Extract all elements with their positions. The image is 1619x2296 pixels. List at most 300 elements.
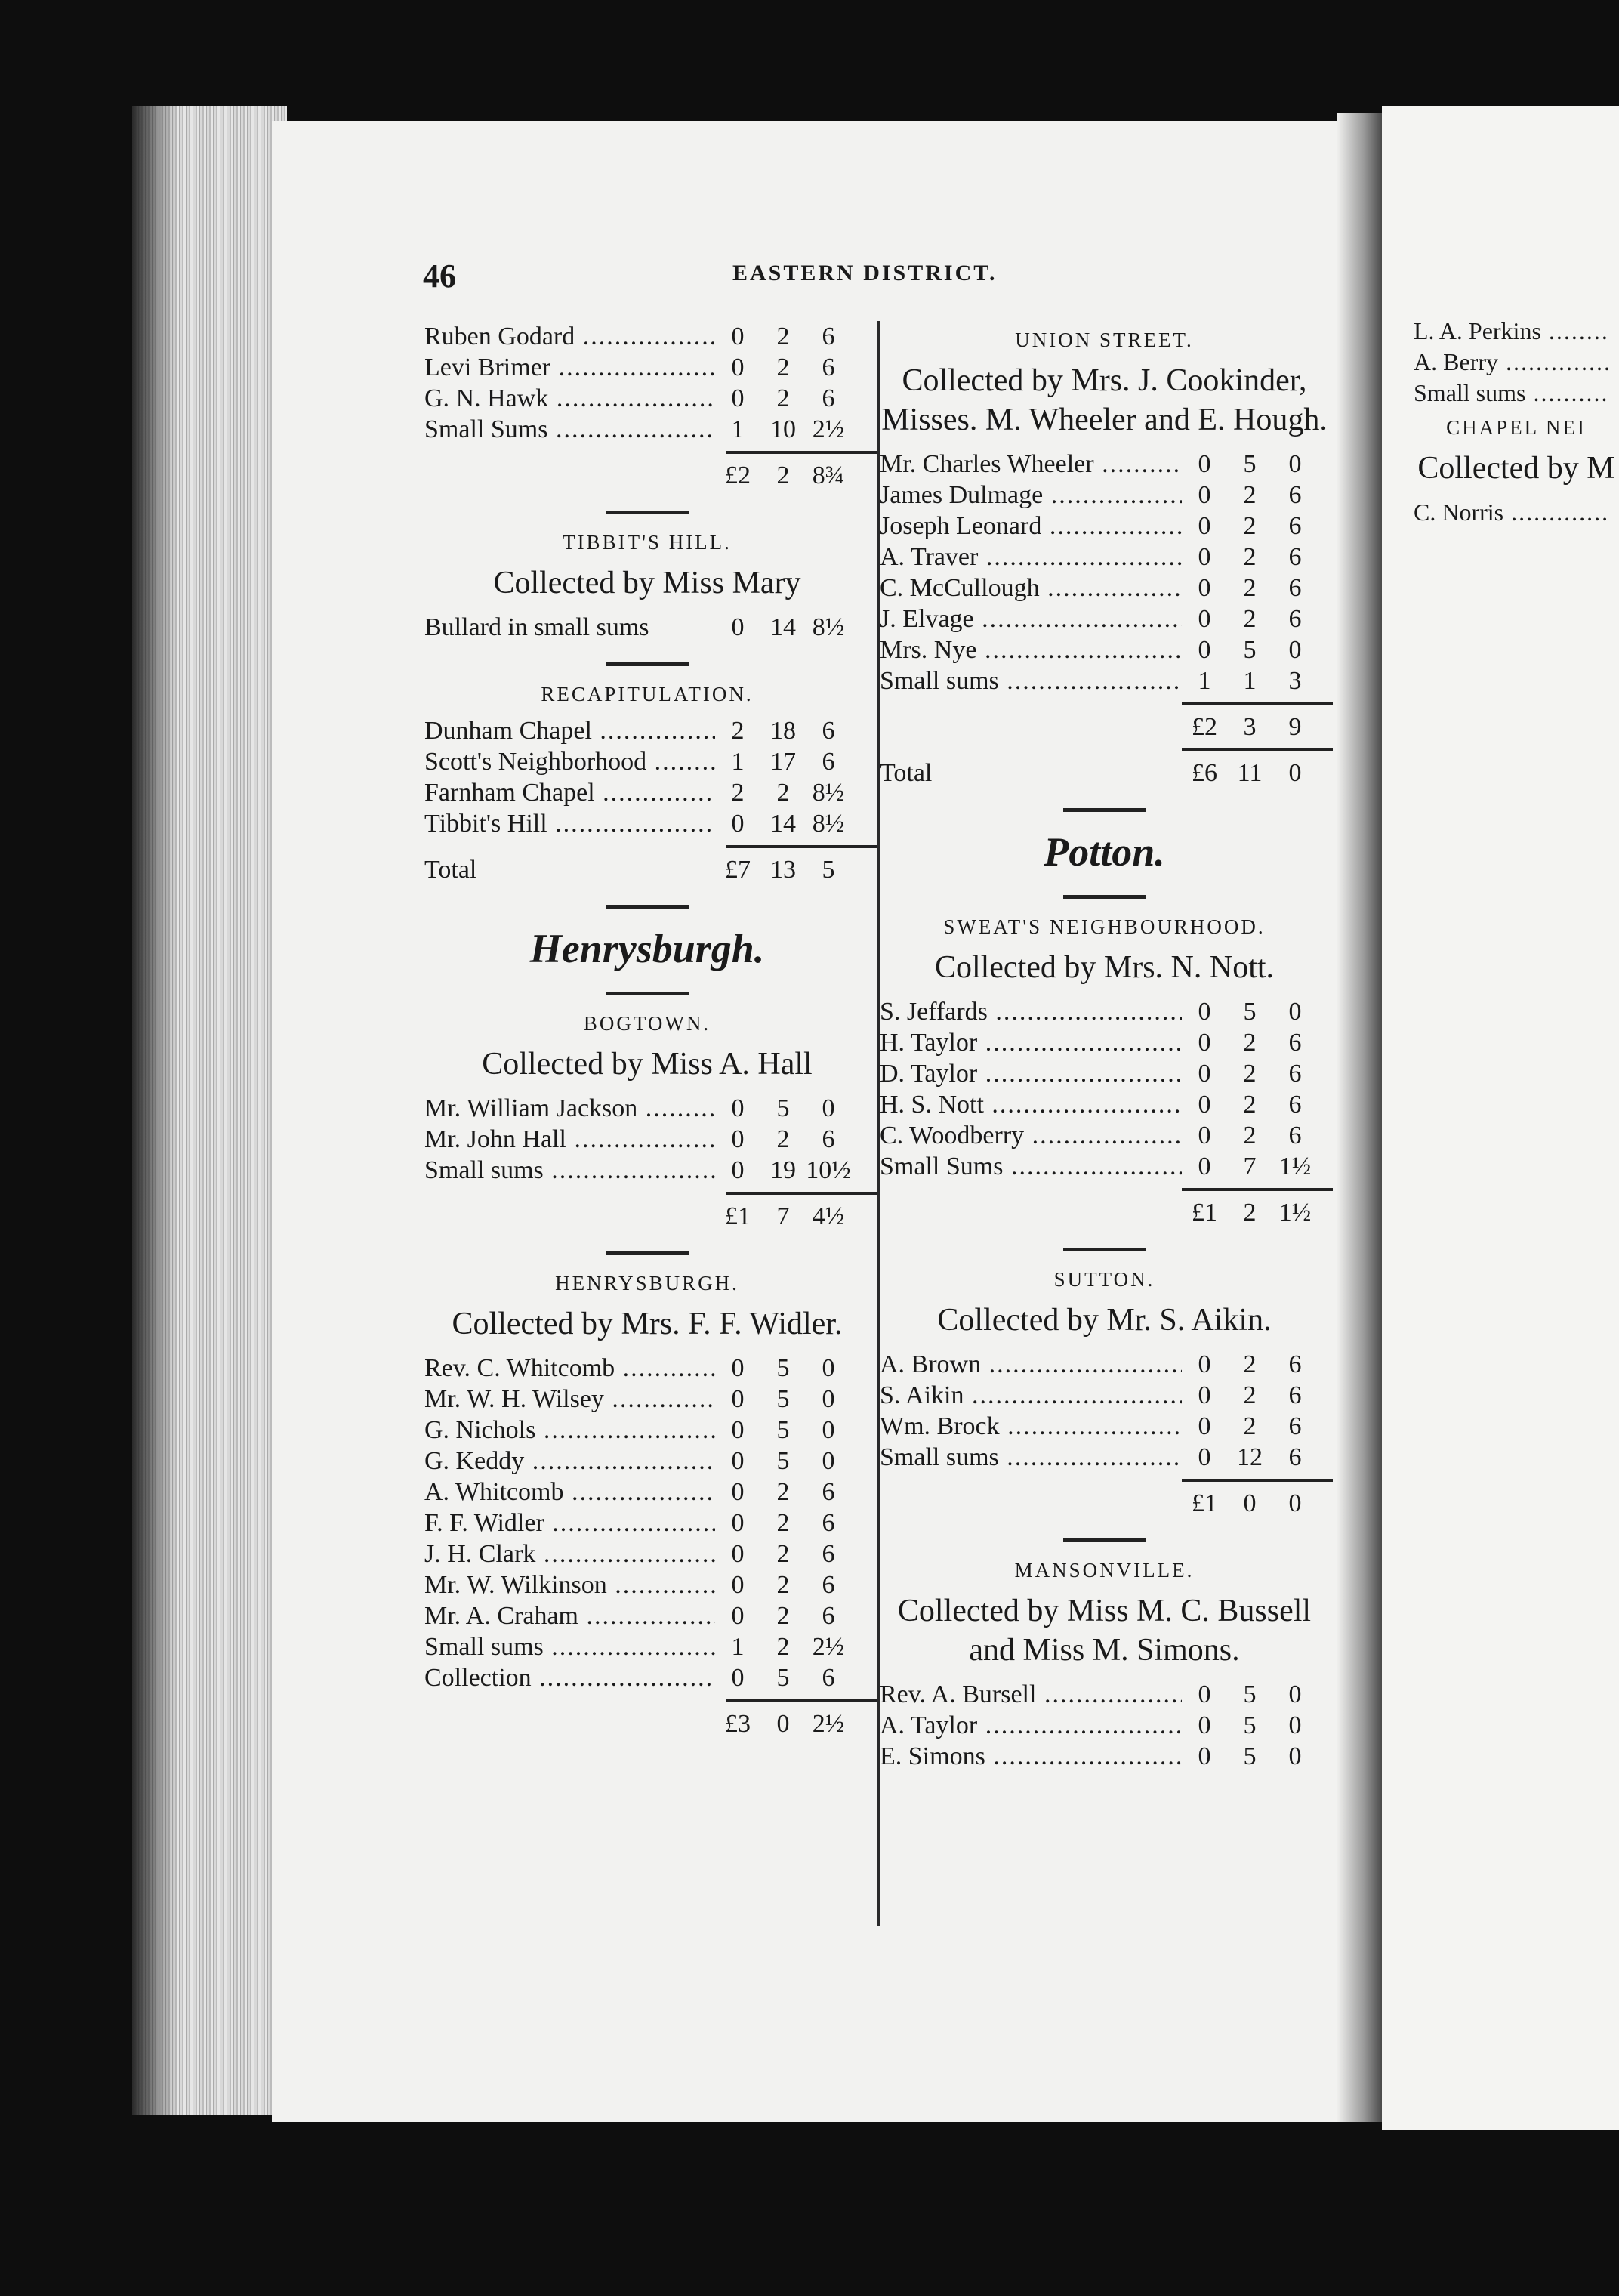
shillings-value: 18 bbox=[770, 717, 796, 745]
sum-rule bbox=[1182, 1479, 1333, 1482]
entry-name: Mr. W. H. Wilsey ..... bbox=[424, 1384, 715, 1415]
pence-value: 6 bbox=[822, 717, 835, 745]
pounds-value: 0 bbox=[1198, 512, 1211, 540]
entry-row bbox=[1414, 378, 1619, 409]
shillings-value: 2 bbox=[776, 779, 790, 807]
entry-row bbox=[424, 1538, 870, 1569]
pence-value: 6 bbox=[822, 1125, 835, 1153]
sum-rule bbox=[726, 1192, 877, 1195]
shillings-value: 5 bbox=[1243, 450, 1257, 478]
pounds-value: £1 bbox=[1192, 1199, 1217, 1227]
entry-name: Total bbox=[424, 856, 477, 884]
entry-name: Joseph Leonard ..... bbox=[880, 511, 1182, 542]
entry-name: Total bbox=[880, 759, 933, 787]
entry-row bbox=[880, 1151, 1329, 1182]
shillings-value: 1 bbox=[1243, 667, 1257, 695]
section-heading: BOGTOWN. bbox=[583, 1012, 711, 1035]
entry-name: Rev. C. Whitcomb ..... bbox=[424, 1353, 715, 1384]
section-divider bbox=[606, 905, 689, 909]
pence-value: 0 bbox=[1288, 1711, 1302, 1739]
shillings-value: 2 bbox=[1243, 574, 1257, 602]
entry-name: Mr. Charles Wheeler ..... bbox=[880, 449, 1182, 480]
pounds-value: £1 bbox=[725, 1202, 751, 1230]
entry-name: Tibbit's Hill ..... bbox=[424, 808, 715, 839]
entry-row bbox=[424, 352, 870, 383]
pence-value: 6 bbox=[822, 1478, 835, 1506]
section-divider bbox=[1063, 895, 1146, 899]
edge-shadow bbox=[132, 106, 177, 2115]
entry-row bbox=[424, 414, 870, 445]
entry-name: Mr. A. Craham ..... bbox=[424, 1600, 715, 1631]
shillings-value: 2 bbox=[1243, 1029, 1257, 1057]
shillings-value: 2 bbox=[776, 1602, 790, 1630]
shillings-value: 2 bbox=[776, 461, 790, 489]
collector-line: Collected by Mr. S. Aikin. bbox=[937, 1303, 1272, 1338]
collector-line: Collected by Miss A. Hall bbox=[482, 1047, 813, 1082]
pence-value: 6 bbox=[1288, 543, 1302, 571]
total-row bbox=[880, 711, 1329, 742]
entry-row bbox=[880, 1027, 1329, 1058]
page-number: 46 bbox=[423, 258, 456, 295]
pounds-value: 0 bbox=[1198, 605, 1211, 633]
entry-name: A. Berry ..... bbox=[1414, 347, 1610, 378]
pence-value: 0 bbox=[1288, 998, 1302, 1026]
section-heading: MANSONVILLE. bbox=[1014, 1559, 1195, 1582]
shillings-value: 2 bbox=[776, 1633, 790, 1661]
shillings-value: 2 bbox=[1243, 481, 1257, 509]
shillings-value: 10 bbox=[770, 415, 796, 443]
pounds-value: 0 bbox=[731, 1571, 745, 1599]
section-divider bbox=[1063, 1248, 1146, 1251]
entry-row bbox=[880, 996, 1329, 1027]
entry-name: Ruben Godard ..... bbox=[424, 321, 715, 352]
section-divider bbox=[606, 1251, 689, 1255]
entry-row bbox=[1414, 347, 1619, 378]
entry-row bbox=[424, 1508, 870, 1538]
shillings-value: 17 bbox=[770, 748, 796, 776]
pence-value: 2½ bbox=[812, 415, 845, 443]
entry-name: Collection ..... bbox=[424, 1662, 715, 1693]
entry-name: A. Taylor ..... bbox=[880, 1710, 1182, 1741]
pounds-value: £7 bbox=[725, 856, 751, 884]
pounds-value: 0 bbox=[1198, 1742, 1211, 1770]
entry-row bbox=[424, 1662, 870, 1693]
pence-value: 6 bbox=[1288, 1443, 1302, 1471]
total-row bbox=[424, 854, 870, 885]
shillings-value: 5 bbox=[776, 1094, 790, 1122]
pence-value: 0 bbox=[822, 1447, 835, 1475]
entry-name: H. S. Nott ..... bbox=[880, 1089, 1182, 1120]
shillings-value: 12 bbox=[1237, 1443, 1263, 1471]
shillings-value: 5 bbox=[1243, 1742, 1257, 1770]
entry-name: C. Norris ..... bbox=[1414, 497, 1610, 528]
section-divider bbox=[606, 662, 689, 666]
entry-name: Rev. A. Bursell ..... bbox=[880, 1679, 1182, 1710]
entry-row bbox=[424, 1124, 870, 1155]
collector-line: Collected by Miss M. C. Bussell and Miss M. Simons. bbox=[897, 1594, 1312, 1668]
shillings-value: 7 bbox=[1243, 1153, 1257, 1180]
entry-row bbox=[424, 321, 870, 352]
entry-row bbox=[880, 1411, 1329, 1442]
pence-value: 6 bbox=[822, 1540, 835, 1568]
pounds-value: 0 bbox=[731, 1125, 745, 1153]
collector-line: Collected by Mrs. J. Cookinder, Misses. M. Wheeler and E. Hough. bbox=[881, 363, 1328, 437]
pounds-value: 1 bbox=[731, 748, 745, 776]
total-row bbox=[880, 1488, 1329, 1519]
pence-value: 1½ bbox=[1278, 1153, 1312, 1180]
shillings-value: 2 bbox=[776, 384, 790, 412]
section-heading: HENRYSBURGH. bbox=[555, 1272, 739, 1295]
pounds-value: 0 bbox=[731, 1385, 745, 1413]
entry-row bbox=[880, 572, 1329, 603]
pence-value: 6 bbox=[1288, 512, 1302, 540]
entry-row bbox=[880, 1058, 1329, 1089]
pounds-value: 0 bbox=[731, 322, 745, 350]
pence-value: 6 bbox=[1288, 1029, 1302, 1057]
pence-value: 5 bbox=[822, 856, 835, 884]
pounds-value: 0 bbox=[731, 810, 745, 838]
entry-row bbox=[424, 1155, 870, 1186]
entry-name: D. Taylor ..... bbox=[880, 1058, 1182, 1089]
pence-value: 0 bbox=[1288, 759, 1302, 787]
pence-value: 0 bbox=[1288, 1489, 1302, 1517]
pence-value: 2½ bbox=[812, 1633, 845, 1661]
pounds-value: 0 bbox=[1198, 543, 1211, 571]
pence-value: 6 bbox=[822, 1571, 835, 1599]
pence-value: 6 bbox=[822, 1509, 835, 1537]
entry-row bbox=[880, 480, 1329, 511]
sum-rule bbox=[1182, 748, 1333, 751]
pounds-value: 0 bbox=[1198, 1412, 1211, 1440]
pounds-value: 0 bbox=[731, 1509, 745, 1537]
pence-value: 6 bbox=[1288, 605, 1302, 633]
pounds-value: 0 bbox=[731, 1602, 745, 1630]
pounds-value: 0 bbox=[1198, 1091, 1211, 1119]
entry-row bbox=[880, 1741, 1329, 1772]
entry-name: S. Jeffards ..... bbox=[880, 996, 1182, 1027]
entry-name: F. F. Widler ..... bbox=[424, 1508, 715, 1538]
shillings-value: 5 bbox=[776, 1447, 790, 1475]
total-row bbox=[424, 460, 870, 491]
sum-rule bbox=[1182, 702, 1333, 705]
shillings-value: 5 bbox=[1243, 636, 1257, 664]
pounds-value: 0 bbox=[1198, 1122, 1211, 1150]
pounds-value: 0 bbox=[731, 1094, 745, 1122]
entry-row bbox=[880, 511, 1329, 542]
pounds-value: 0 bbox=[1198, 1350, 1211, 1378]
pounds-value: 0 bbox=[731, 1478, 745, 1506]
entry-row bbox=[424, 1415, 870, 1446]
pence-value: 1½ bbox=[1278, 1199, 1312, 1227]
shillings-value: 14 bbox=[770, 613, 796, 641]
pence-value: 9 bbox=[1288, 713, 1302, 741]
pence-value: 6 bbox=[1288, 481, 1302, 509]
pence-value: 0 bbox=[822, 1416, 835, 1444]
pounds-value: 0 bbox=[731, 1540, 745, 1568]
entry-row bbox=[880, 542, 1329, 572]
entry-name: Mr. William Jackson ..... bbox=[424, 1093, 715, 1124]
entry-name: Bullard in small sums bbox=[424, 613, 649, 641]
shillings-value: 0 bbox=[776, 1710, 790, 1738]
entry-name: S. Aikin ..... bbox=[880, 1380, 1182, 1411]
pence-value: 6 bbox=[822, 384, 835, 412]
shillings-value: 2 bbox=[1243, 543, 1257, 571]
shillings-value: 2 bbox=[776, 1509, 790, 1537]
entry-row bbox=[424, 612, 870, 643]
left-column bbox=[424, 321, 870, 1739]
shillings-value: 14 bbox=[770, 810, 796, 838]
entry-name: Wm. Brock ..... bbox=[880, 1411, 1182, 1442]
entry-row bbox=[424, 715, 870, 746]
pounds-value: 0 bbox=[1198, 998, 1211, 1026]
pounds-value: 0 bbox=[731, 1664, 745, 1692]
entry-row bbox=[880, 1380, 1329, 1411]
pence-value: 6 bbox=[1288, 1412, 1302, 1440]
pounds-value: 1 bbox=[731, 415, 745, 443]
shillings-value: 2 bbox=[776, 1540, 790, 1568]
section-divider bbox=[1063, 808, 1146, 812]
place-heading: Potton. bbox=[1044, 829, 1165, 875]
pounds-value: 0 bbox=[731, 1156, 745, 1184]
shillings-value: 5 bbox=[776, 1385, 790, 1413]
pence-value: 8½ bbox=[812, 810, 845, 838]
entry-name: Dunham Chapel ..... bbox=[424, 715, 715, 746]
shillings-value: 2 bbox=[1243, 1350, 1257, 1378]
book-gutter bbox=[1337, 113, 1382, 2122]
shillings-value: 2 bbox=[1243, 1091, 1257, 1119]
pounds-value: £2 bbox=[725, 461, 751, 489]
pounds-value: 0 bbox=[1198, 1381, 1211, 1409]
entry-name: James Dulmage ..... bbox=[880, 480, 1182, 511]
shillings-value: 2 bbox=[776, 322, 790, 350]
section-heading: TIBBIT'S HILL. bbox=[563, 531, 732, 554]
collector-line: Collected by Mrs. F. F. Widler. bbox=[452, 1307, 843, 1341]
section-heading: SWEAT'S NEIGHBOURHOOD. bbox=[943, 915, 1266, 938]
shillings-value: 5 bbox=[1243, 1711, 1257, 1739]
entry-name: Small sums ..... bbox=[880, 1442, 1182, 1473]
total-row bbox=[424, 1201, 870, 1232]
shillings-value: 2 bbox=[1243, 1122, 1257, 1150]
entry-name: J. H. Clark ..... bbox=[424, 1538, 715, 1569]
section-divider bbox=[606, 992, 689, 995]
pounds-value: 0 bbox=[1198, 1443, 1211, 1471]
section-heading: CHAPEL NEI bbox=[1446, 416, 1587, 439]
pounds-value: 2 bbox=[731, 717, 745, 745]
entry-row bbox=[424, 1569, 870, 1600]
pounds-value: £6 bbox=[1192, 759, 1217, 787]
total-row bbox=[424, 1708, 870, 1739]
pounds-value: 0 bbox=[1198, 574, 1211, 602]
entry-row bbox=[880, 665, 1329, 696]
pounds-value: 0 bbox=[1198, 1680, 1211, 1708]
pence-value: 6 bbox=[822, 353, 835, 381]
entry-row bbox=[880, 1710, 1329, 1741]
shillings-value: 19 bbox=[770, 1156, 796, 1184]
entry-name: E. Simons ..... bbox=[880, 1741, 1182, 1772]
entry-name: C. McCullough ..... bbox=[880, 572, 1182, 603]
pounds-value: 2 bbox=[731, 779, 745, 807]
entry-name: J. Elvage ..... bbox=[880, 603, 1182, 634]
collector-line: Collected by Mrs. N. Nott. bbox=[934, 950, 1275, 985]
pence-value: 10½ bbox=[806, 1156, 851, 1184]
pence-value: 6 bbox=[1288, 1060, 1302, 1088]
entry-name: Mr. W. Wilkinson ..... bbox=[424, 1569, 715, 1600]
shillings-value: 5 bbox=[776, 1416, 790, 1444]
section-heading: RECAPITULATION. bbox=[541, 683, 754, 705]
pounds-value: 0 bbox=[1198, 1153, 1211, 1180]
shillings-value: 5 bbox=[1243, 1680, 1257, 1708]
pence-value: 6 bbox=[1288, 1350, 1302, 1378]
section-heading: SUTTON. bbox=[1053, 1268, 1155, 1291]
shillings-value: 2 bbox=[1243, 1412, 1257, 1440]
entry-row bbox=[424, 1477, 870, 1508]
entry-row bbox=[880, 1679, 1329, 1710]
next-page-column bbox=[1414, 316, 1619, 528]
section-divider bbox=[1063, 1538, 1146, 1542]
shillings-value: 5 bbox=[1243, 998, 1257, 1026]
shillings-value: 5 bbox=[776, 1664, 790, 1692]
entry-name: Levi Brimer ..... bbox=[424, 352, 715, 383]
sum-rule bbox=[726, 845, 877, 848]
entry-row bbox=[424, 1384, 870, 1415]
pounds-value: 0 bbox=[1198, 636, 1211, 664]
entry-name: A. Brown ..... bbox=[880, 1349, 1182, 1380]
pounds-value: £1 bbox=[1192, 1489, 1217, 1517]
pounds-value: 0 bbox=[1198, 1711, 1211, 1739]
pence-value: 0 bbox=[822, 1354, 835, 1382]
sum-rule bbox=[726, 1699, 877, 1702]
pence-value: 6 bbox=[822, 1602, 835, 1630]
entry-row bbox=[880, 1089, 1329, 1120]
sum-rule bbox=[1182, 1188, 1333, 1191]
entry-name: Small sums ..... bbox=[424, 1631, 715, 1662]
total-row bbox=[880, 1197, 1329, 1228]
pounds-value: 0 bbox=[731, 384, 745, 412]
entry-name: A. Traver ..... bbox=[880, 542, 1182, 572]
pence-value: 6 bbox=[1288, 574, 1302, 602]
entry-name: H. Taylor ..... bbox=[880, 1027, 1182, 1058]
entry-name: Mr. John Hall ..... bbox=[424, 1124, 715, 1155]
shillings-value: 2 bbox=[776, 1125, 790, 1153]
right-column bbox=[880, 321, 1329, 1772]
entry-row bbox=[880, 603, 1329, 634]
collector-line: Collected by Miss Mary bbox=[493, 566, 801, 600]
pounds-value: 1 bbox=[731, 1633, 745, 1661]
entry-row bbox=[424, 1353, 870, 1384]
entry-row bbox=[880, 1442, 1329, 1473]
entry-row bbox=[424, 1631, 870, 1662]
shillings-value: 2 bbox=[776, 1478, 790, 1506]
shillings-value: 2 bbox=[1243, 1381, 1257, 1409]
pence-value: 6 bbox=[1288, 1122, 1302, 1150]
entry-row bbox=[424, 1600, 870, 1631]
entry-row bbox=[880, 1120, 1329, 1151]
entry-name: L. A. Perkins ..... bbox=[1414, 316, 1610, 347]
entry-name: G. Nichols ..... bbox=[424, 1415, 715, 1446]
entry-row bbox=[424, 746, 870, 777]
entry-name: Farnham Chapel ..... bbox=[424, 777, 715, 808]
pounds-value: 0 bbox=[731, 1416, 745, 1444]
entry-row bbox=[880, 449, 1329, 480]
entry-name: Small sums ..... bbox=[424, 1155, 715, 1186]
entry-row bbox=[424, 1446, 870, 1477]
entry-name: Small sums ..... bbox=[880, 665, 1182, 696]
entry-row bbox=[424, 777, 870, 808]
pounds-value: £3 bbox=[725, 1710, 751, 1738]
entry-row bbox=[424, 808, 870, 839]
pounds-value: 0 bbox=[731, 1447, 745, 1475]
entry-row bbox=[880, 634, 1329, 665]
pence-value: 6 bbox=[822, 748, 835, 776]
pounds-value: 0 bbox=[1198, 481, 1211, 509]
shillings-value: 2 bbox=[776, 1571, 790, 1599]
pounds-value: 0 bbox=[731, 353, 745, 381]
pounds-value: £2 bbox=[1192, 713, 1217, 741]
entry-row bbox=[880, 1349, 1329, 1380]
entry-name: G. Keddy ..... bbox=[424, 1446, 715, 1477]
pounds-value: 0 bbox=[1198, 1060, 1211, 1088]
entry-name: G. N. Hawk ..... bbox=[424, 383, 715, 414]
pounds-value: 1 bbox=[1198, 667, 1211, 695]
shillings-value: 3 bbox=[1243, 713, 1257, 741]
pounds-value: 0 bbox=[731, 1354, 745, 1382]
pence-value: 6 bbox=[1288, 1381, 1302, 1409]
entry-name: Scott's Neighborhood ..... bbox=[424, 746, 715, 777]
shillings-value: 5 bbox=[776, 1354, 790, 1382]
shillings-value: 11 bbox=[1237, 759, 1263, 787]
pence-value: 0 bbox=[1288, 1680, 1302, 1708]
pounds-value: 0 bbox=[1198, 1029, 1211, 1057]
pounds-value: 0 bbox=[1198, 450, 1211, 478]
pence-value: 2½ bbox=[812, 1710, 845, 1738]
shillings-value: 2 bbox=[1243, 1199, 1257, 1227]
pence-value: 8½ bbox=[812, 613, 845, 641]
entry-row bbox=[1414, 316, 1619, 347]
shillings-value: 2 bbox=[1243, 1060, 1257, 1088]
entry-row bbox=[1414, 497, 1619, 528]
entry-name: A. Whitcomb ..... bbox=[424, 1477, 715, 1508]
entry-name: Small Sums ..... bbox=[880, 1151, 1182, 1182]
pounds-value: 0 bbox=[731, 613, 745, 641]
total-row bbox=[880, 758, 1329, 788]
shillings-value: 2 bbox=[1243, 512, 1257, 540]
pence-value: 0 bbox=[1288, 1742, 1302, 1770]
collector-line: Collected by M bbox=[1417, 451, 1615, 486]
entry-name: C. Woodberry ..... bbox=[880, 1120, 1182, 1151]
shillings-value: 0 bbox=[1243, 1489, 1257, 1517]
place-heading: Henrysburgh. bbox=[529, 926, 765, 971]
entry-name: Small Sums ..... bbox=[424, 414, 715, 445]
section-divider bbox=[606, 511, 689, 514]
sum-rule bbox=[726, 451, 877, 454]
shillings-value: 2 bbox=[1243, 605, 1257, 633]
section-heading: UNION STREET. bbox=[1015, 329, 1194, 351]
entry-row bbox=[424, 1093, 870, 1124]
pence-value: 0 bbox=[822, 1385, 835, 1413]
pence-value: 8¾ bbox=[812, 461, 845, 489]
running-head: EASTERN DISTRICT. bbox=[732, 261, 998, 285]
entry-row bbox=[424, 383, 870, 414]
shillings-value: 2 bbox=[776, 353, 790, 381]
pence-value: 0 bbox=[822, 1094, 835, 1122]
pence-value: 0 bbox=[1288, 450, 1302, 478]
pence-value: 4½ bbox=[812, 1202, 845, 1230]
pence-value: 0 bbox=[1288, 636, 1302, 664]
shillings-value: 13 bbox=[770, 856, 796, 884]
pence-value: 6 bbox=[822, 322, 835, 350]
entry-name: Small sums ..... bbox=[1414, 378, 1610, 409]
pence-value: 8½ bbox=[812, 779, 845, 807]
